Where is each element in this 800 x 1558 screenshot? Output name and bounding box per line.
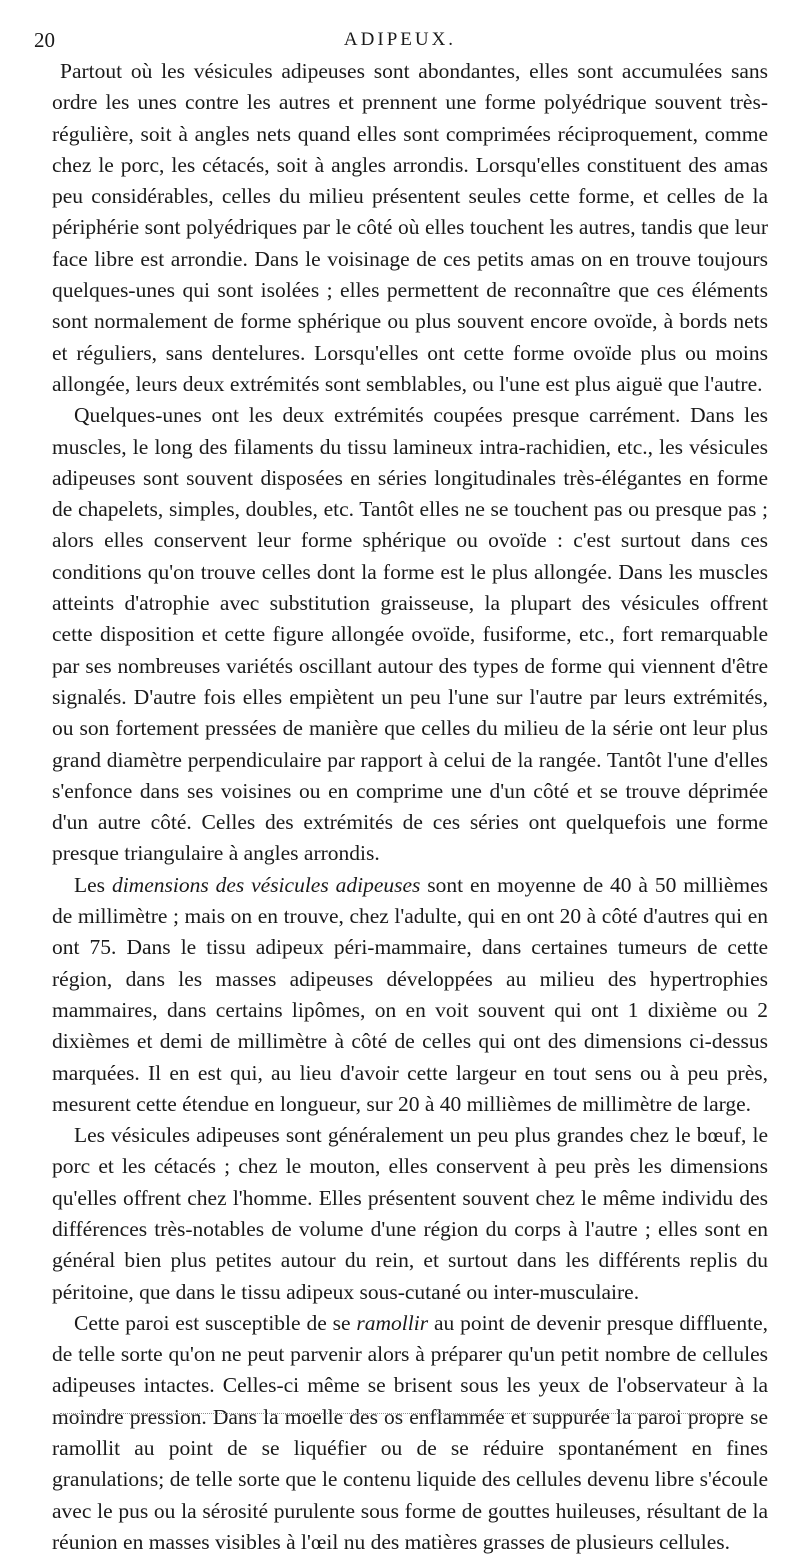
paragraph-dimensions-pre: Les <box>74 872 112 897</box>
paragraph-dimensions-emphasis: dimensions des vésicules adipeuses <box>111 872 421 897</box>
running-head <box>34 28 766 56</box>
page-number: 20 <box>34 28 55 52</box>
paragraph-softening-post: au point de devenir presque diffluente, de telle sorte qu'on ne peut parvenir alors à préparer qu'un petit nombre de cellules adipeuses intactes. Celles-ci même se brisent sous les yeux de l'observateur à la moindre pression. Dans la moelle des os enflammée et suppurée la paroi propre se ramollit au point de se liquéfier ou de se réduire spontanément en fines granulations; de telle sorte que le contenu liquide des cellules devenu libre s'écoule avec le pus ou la sérosité purulente sous forme de gouttes huileuses, résultant de la réunion en masses visibles à l'œil nu des matières grasses de plusieurs cellules. <box>52 1310 768 1554</box>
paragraph-cell-arrangement: Partout où les vésicules adipeuses sont abondantes, elles sont accumulées sans ordre les unes contre les autres et prennent une forme polyédrique souvent très-régulière, soit à angles nets quand elles sont comprimées réciproquement, comme chez le porc, les cétacés, soit à angles arrondis. Lorsqu'elles constituent des amas peu considérables, celles du milieu présentent seules cette forme, et celles de la périphérie sont polyédriques par le côté où elles touchent les autres, tandis que leur face libre est arrondie. Dans le voisinage de ces petits amas on en trouve toujours quelques-unes qui sont isolées ; elles permettent de reconnaître que ces éléments sont normalement de forme sphérique ou plus souvent encore ovoïde, à bords nets et réguliers, sans dentelures. Lorsqu'elles ont cette forme ovoïde plus ou moins allongée, leurs deux extrémités sont semblables, ou l'une est plus aiguë que l'autre. <box>52 59 768 396</box>
footer-dotted-rule <box>60 1413 740 1414</box>
paragraph-cell-series: Quelques-unes ont les deux extrémités coupées presque carrément. Dans les muscles, le long des filaments du tissu lamineux intra-rachidien, etc., les vésicules adipeuses sont souvent disposées en séries longitudinales très-élégantes en forme de chapelets, simples, doubles, etc. Tantôt elles ne se touchent pas ou presque pas ; alors elles conservent leur forme sphérique ou ovoïde : c'est surtout dans ces conditions qu'on trouve celles dont la forme est le plus allongée. Dans les muscles atteints d'atrophie avec substitution graisseuse, la plupart des vésicules offrent cette disposition et cette figure allongée ovoïde, fusiforme, etc., fort remarquable par ses nombreuses variétés oscillant autour des types de forme qui viennent d'être signalés. D'autre fois elles empiètent un peu l'une sur l'autre par leurs extrémités, ou son fortement pressées de manière que celles du milieu de la série ont leur plus grand diamètre perpendiculaire par rapport à celui de la rangée. Tantôt l'une d'elles s'enfonce dans ses voisines ou en comprime une d'un côté et se trouve déprimée d'un autre côté. Celles des extrémités de ces séries ont quelquefois une forme presque triangulaire à angles arrondis. <box>52 403 768 866</box>
paragraph-cell-dimensions <box>52 870 768 1120</box>
paragraph-wall-softening <box>52 1308 768 1558</box>
paragraph-species-variation: Les vésicules adipeuses sont généralement un peu plus grandes chez le bœuf, le porc et les cétacés ; chez le mouton, elles conservent à peu près les dimensions qu'elles offrent chez l'homme. Elles présentent souvent chez le même individu des différences très-notables de volume d'une région du corps à l'autre ; elles sont en général bien plus petites autour du rein, et surtout dans les différents replis du péritoine, que dans le tissu adipeux sous-cutané ou inter-musculaire. <box>52 1123 768 1304</box>
body-text <box>52 56 768 1558</box>
paragraph-softening-pre: Cette paroi est susceptible de se <box>74 1310 357 1335</box>
paragraph-softening-emphasis: ramollir <box>356 1310 429 1335</box>
paragraph-dimensions-post: sont en moyenne de 40 à 50 millièmes de millimètre ; mais on en trouve, chez l'adulte, qui en ont 20 à côté d'autres qui en ont 75. Dans le tissu adipeux péri-mammaire, dans certaines tumeurs de cette région, dans les masses adipeuses développées au milieu des hypertrophies mammaires, dans certains lipômes, on en voit souvent qui ont 1 dixième ou 2 dixièmes et demi de millimètre à côté de celles qui ont des dimensions ci-dessus marquées. Il en est qui, au lieu d'avoir cette largeur en tout sens ou à peu près, mesurent cette étendue en longueur, sur 20 à 40 millièmes de millimètre de large. <box>52 872 769 1116</box>
running-title: ADIPEUX. <box>343 29 457 50</box>
